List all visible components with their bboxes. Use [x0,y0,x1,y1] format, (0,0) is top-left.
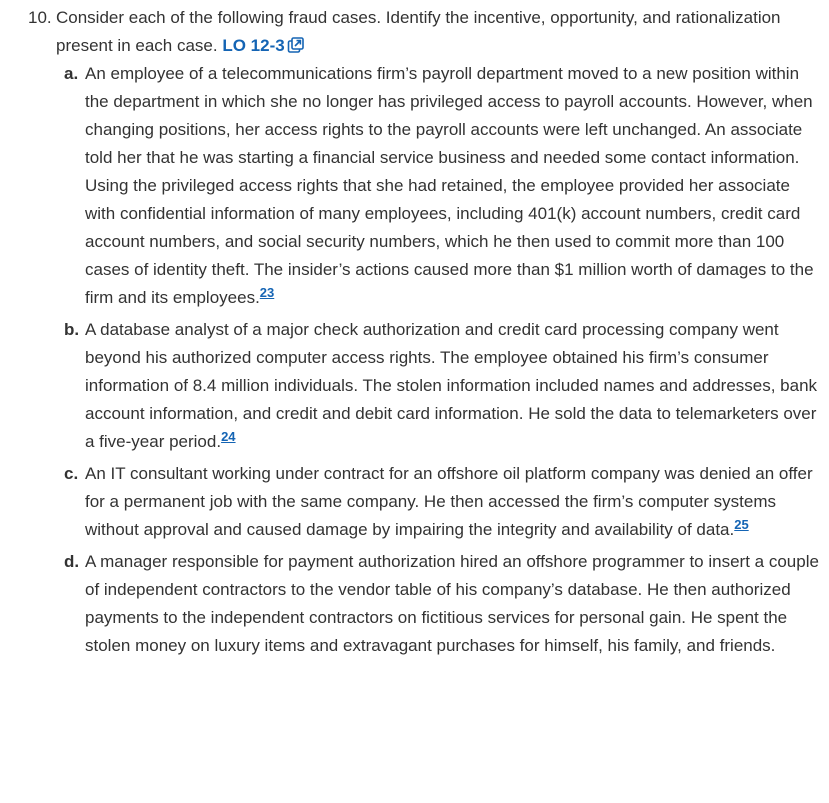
question-10 [0,4,819,660]
case-list [56,60,819,660]
footnote-link-25[interactable]: 25 [734,517,749,532]
case-item-d [56,548,819,660]
question-number: 10. [28,8,52,27]
case-item-a [56,60,819,312]
item-text: A database analyst of a major check authorization and credit card processing company went beyond his authorized computer access rights. The employee obtained his firm’s consumer information of 8.4 million individuals. The stolen information included names and addresses, bank account information, and credit and debit card information. He sold the data to telemarketers over a five-year period. [85,320,818,451]
item-text: A manager responsible for payment authorization hired an offshore programmer to insert a couple of independent contractors to the vendor table of his company’s database. He then authorized payments to the independent contractors on fictitious services for personal gain. He spent the stolen money on luxury items and extravagant purchases for himself, his family, and friends. [85,552,819,655]
item-letter: a. [64,64,79,83]
item-text: An employee of a telecommunications firm’s payroll department moved to a new position within the department in which she no longer has privileged access to payroll accounts. However, when changing positions, her access rights to the payroll accounts were left unchanged. An associate told her that he was starting a financial service business and needed some contact information. Using the privileged access rights that she had retained, the employee provided her associate with confidential information of many employees, including 401(k) account numbers, credit card account numbers, and social security numbers, which he then used to commit more than 100 cases of identity theft. The insider’s actions caused more than $1 million worth of damages to the firm and its employees. [85,64,814,307]
item-text: An IT consultant working under contract for an offshore oil platform company was denied an offer for a permanent job with the same company. He then accessed the firm’s computer systems without approval and caused damage by impairing the integrity and availability of data. [85,464,813,539]
footnote-link-23[interactable]: 23 [259,285,275,300]
item-letter: d. [64,552,80,571]
question-prompt [56,4,819,60]
learning-objective-label[interactable]: LO 12-3 [222,36,285,55]
external-link-icon[interactable] [287,37,304,54]
learning-objective-link[interactable] [222,36,303,55]
question-text: Consider each of the following fraud cases. Identify the incentive, opportunity, and rationalization present in each case. [56,8,781,55]
item-letter: c. [64,464,79,483]
footnote-link-24[interactable]: 24 [221,429,236,444]
item-letter: b. [64,320,80,339]
case-item-c [56,460,819,544]
case-item-b [56,316,819,456]
